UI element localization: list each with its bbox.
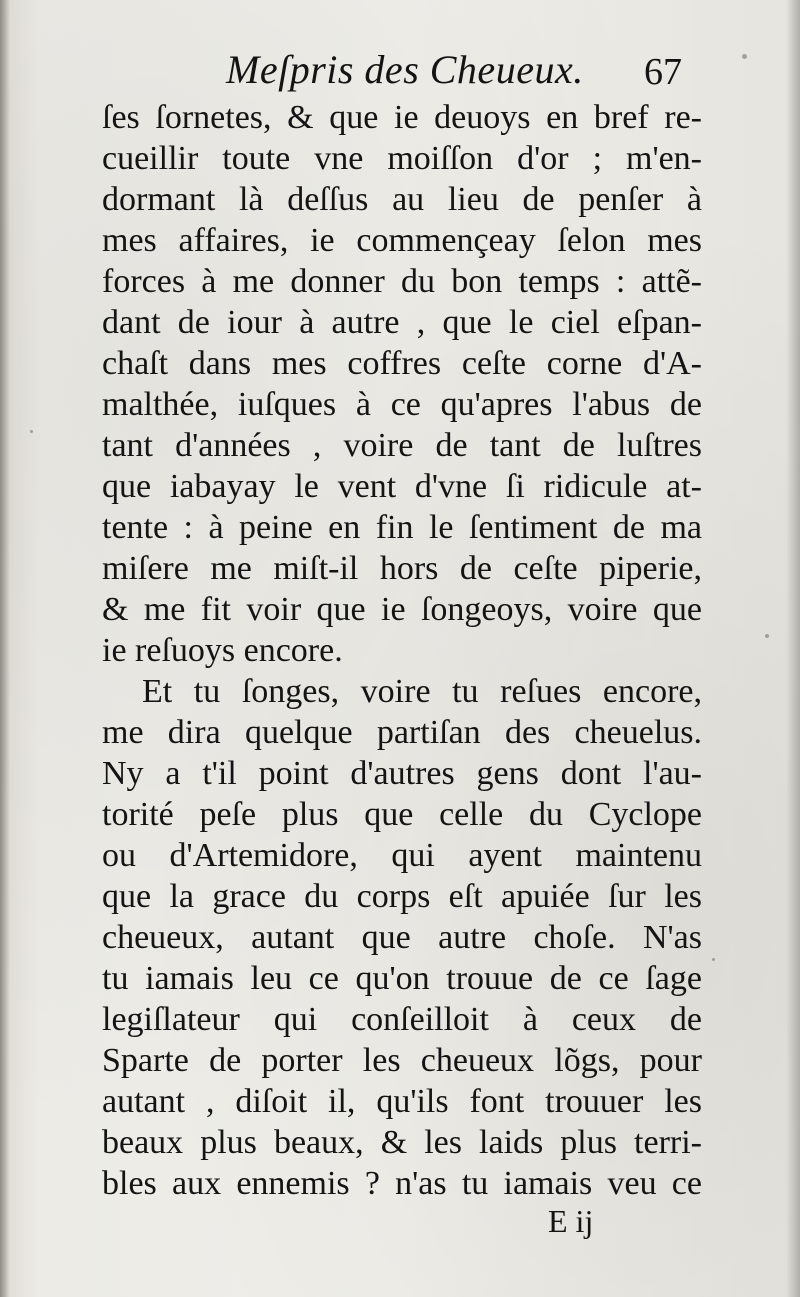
paper-speck xyxy=(742,54,747,59)
text-line: que iabayay le vent d'vne ſi ridicule at- xyxy=(102,468,702,505)
text-line: que la grace du corps eſt apuiée ſur les xyxy=(102,878,702,915)
text-line: me dira quelque partiſan des cheuelus. xyxy=(102,714,702,751)
text-line: tu iamais leu ce qu'on trouue de ce ſage xyxy=(102,960,702,997)
text-line: ſes ſornetes, & que ie deuoys en bref re- xyxy=(102,99,702,136)
text-body xyxy=(102,97,702,1204)
text-line: cueillir toute vne moiſſon d'or ; m'en- xyxy=(102,140,702,177)
text-line: autant , diſoit il, qu'ils font trouuer les xyxy=(102,1083,702,1120)
paper-speck xyxy=(30,430,33,433)
text-line: dant de iour à autre , que le ciel eſpan- xyxy=(102,304,702,341)
text-line: legiſlateur qui conſeilloit à ceux de xyxy=(102,1001,702,1038)
text-line: tant d'années , voire de tant de luſtres xyxy=(102,427,702,464)
text-line: torité peſe plus que celle du Cyclope xyxy=(102,796,702,833)
paper-speck xyxy=(765,634,769,638)
text-line: forces à me donner du bon temps : attẽ- xyxy=(102,263,702,300)
text-line: chaſt dans mes coffres ceſte corne d'A- xyxy=(102,345,702,382)
text-line: & me fit voir que ie ſongeoys, voire que xyxy=(102,591,702,628)
text-line: bles aux ennemis ? n'as tu iamais veu ce xyxy=(102,1165,702,1202)
signature-mark: E ij xyxy=(548,1203,594,1239)
text-line: beaux plus beaux, & les laids plus terri- xyxy=(102,1124,702,1161)
paper-speck xyxy=(712,958,715,961)
text-line: mes affaires, ie commençeay ſelon mes xyxy=(102,222,702,259)
text-line: miſere me miſt-il hors de ceſte piperie, xyxy=(102,550,702,587)
page-number: 67 xyxy=(644,51,682,93)
text-line: tente : à peine en fin le ſentiment de ma xyxy=(102,509,702,546)
paragraph-start-line: Et tu ſonges, voire tu reſues encore, xyxy=(142,673,702,710)
page-left-shadow xyxy=(0,0,10,1297)
paragraph-end-line: ie reſuoys encore. xyxy=(102,632,343,669)
page-right-shadow xyxy=(786,0,800,1297)
text-line: Sparte de porter les cheueux lõgs, pour xyxy=(102,1042,702,1079)
text-line: Ny a t'il point d'autres gens dont l'au- xyxy=(102,755,702,792)
text-line: cheueux, autant que autre choſe. N'as xyxy=(102,919,702,956)
running-title: Meſpris des Cheueux. xyxy=(226,47,584,92)
text-line: ou d'Artemidore, qui ayent maintenu xyxy=(102,837,702,874)
text-line: malthée, iuſques à ce qu'apres l'abus de xyxy=(102,386,702,423)
text-line: dormant là deſſus au lieu de penſer à xyxy=(102,181,702,218)
